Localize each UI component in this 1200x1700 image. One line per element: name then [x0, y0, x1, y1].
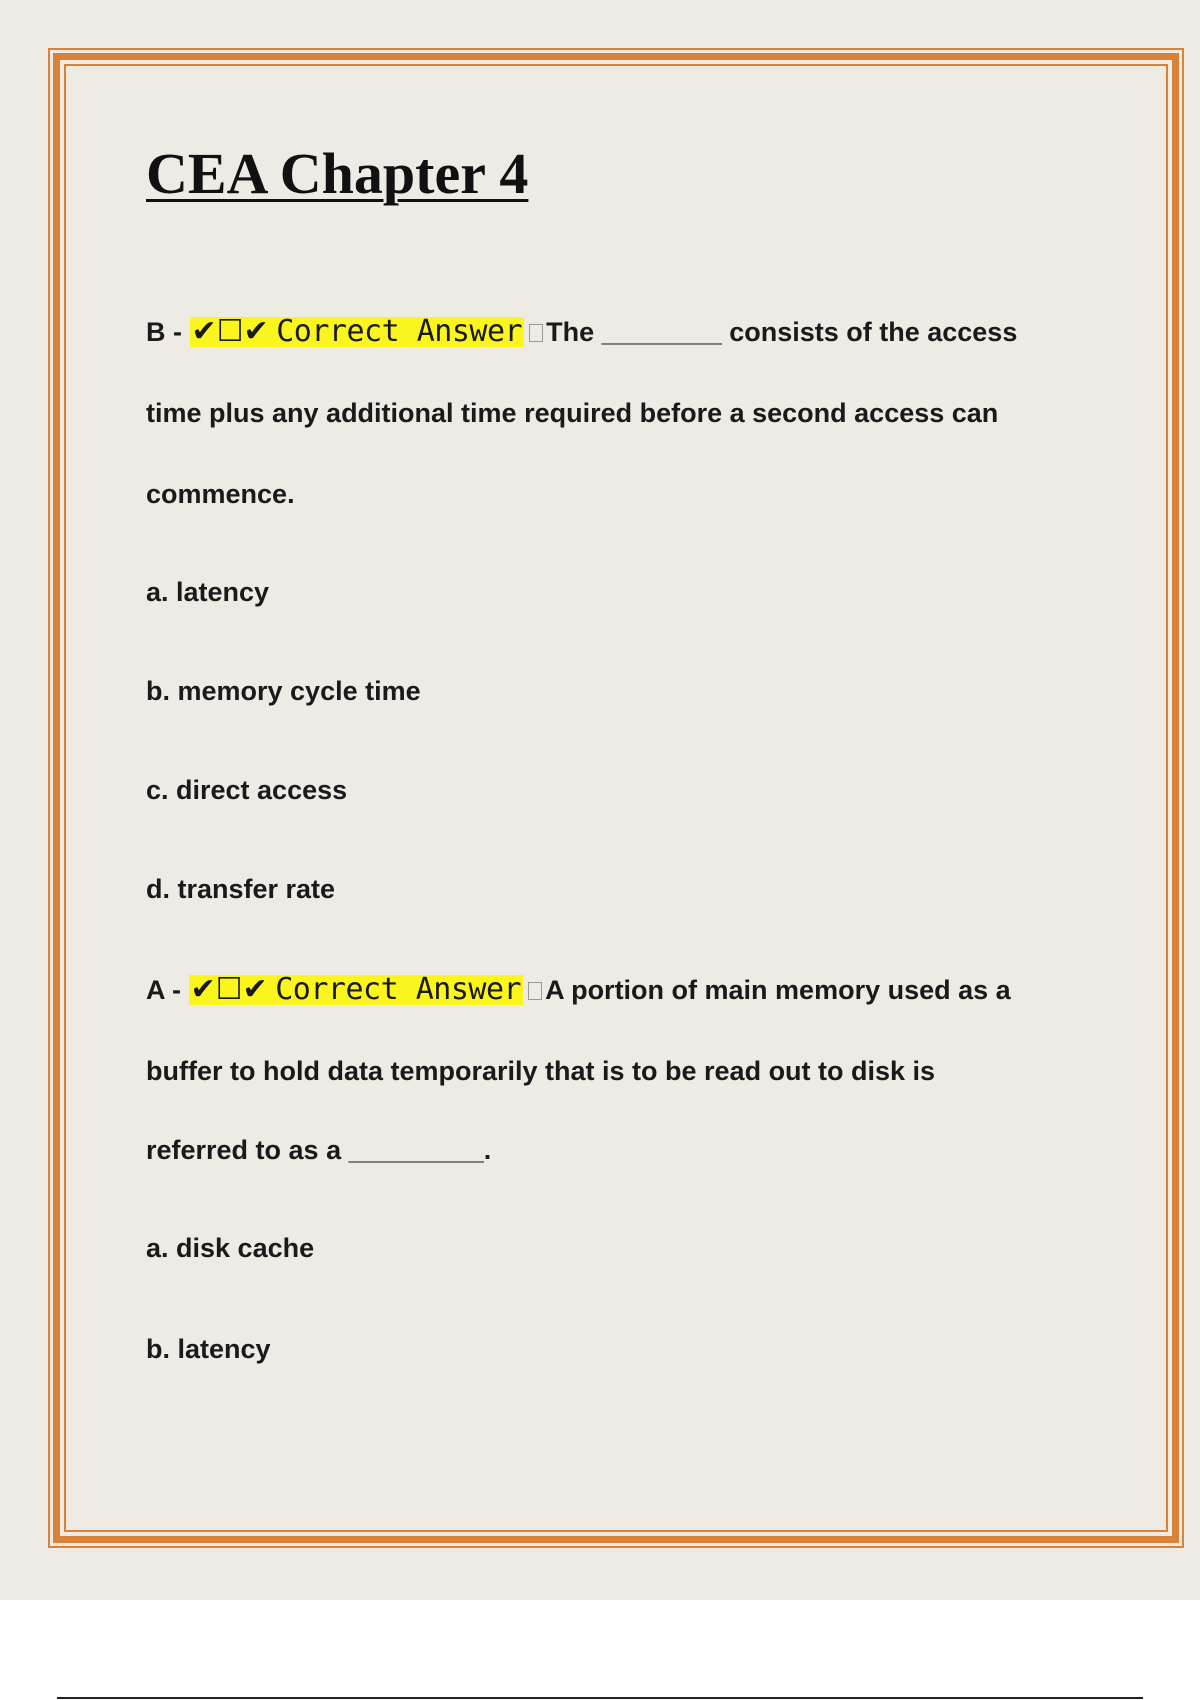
question-1-option-a: a. latency	[146, 577, 270, 607]
question-1-option-d: d. transfer rate	[146, 874, 336, 904]
missing-glyph-icon	[528, 982, 542, 1000]
question-2-line-3: referred to as a _________.	[146, 1135, 492, 1165]
checkmark-icon: ✔☐✔	[190, 972, 268, 1007]
question-text: A portion of main memory used as a	[545, 975, 1011, 1005]
document-title: CEA Chapter 4	[146, 141, 529, 206]
missing-glyph-icon	[529, 324, 543, 342]
footer-divider	[57, 1697, 1143, 1699]
question-1-option-c: c. direct access	[146, 775, 348, 805]
checkmark-icon: ✔☐✔	[191, 314, 269, 349]
answer-prefix: B -	[146, 317, 182, 347]
question-2-option-a: a. disk cache	[146, 1233, 315, 1263]
question-2-line-1	[146, 970, 1011, 1010]
question-1-line-1	[146, 312, 1017, 352]
question-1-line-3: commence.	[146, 479, 295, 509]
question-text: The ________ consists of the access	[546, 317, 1018, 347]
question-1-line-2: time plus any additional time required before a second access can	[146, 398, 999, 428]
correct-answer-highlight	[189, 972, 524, 1007]
question-2-option-b: b. latency	[146, 1334, 271, 1364]
correct-answer-highlight	[190, 314, 525, 349]
question-2-line-2: buffer to hold data temporarily that is to be read out to disk is	[146, 1056, 936, 1086]
answer-prefix: A -	[146, 975, 181, 1005]
correct-answer-tag: Correct Answer	[276, 314, 523, 349]
question-1-option-b: b. memory cycle time	[146, 676, 421, 706]
correct-answer-tag: Correct Answer	[275, 972, 522, 1007]
